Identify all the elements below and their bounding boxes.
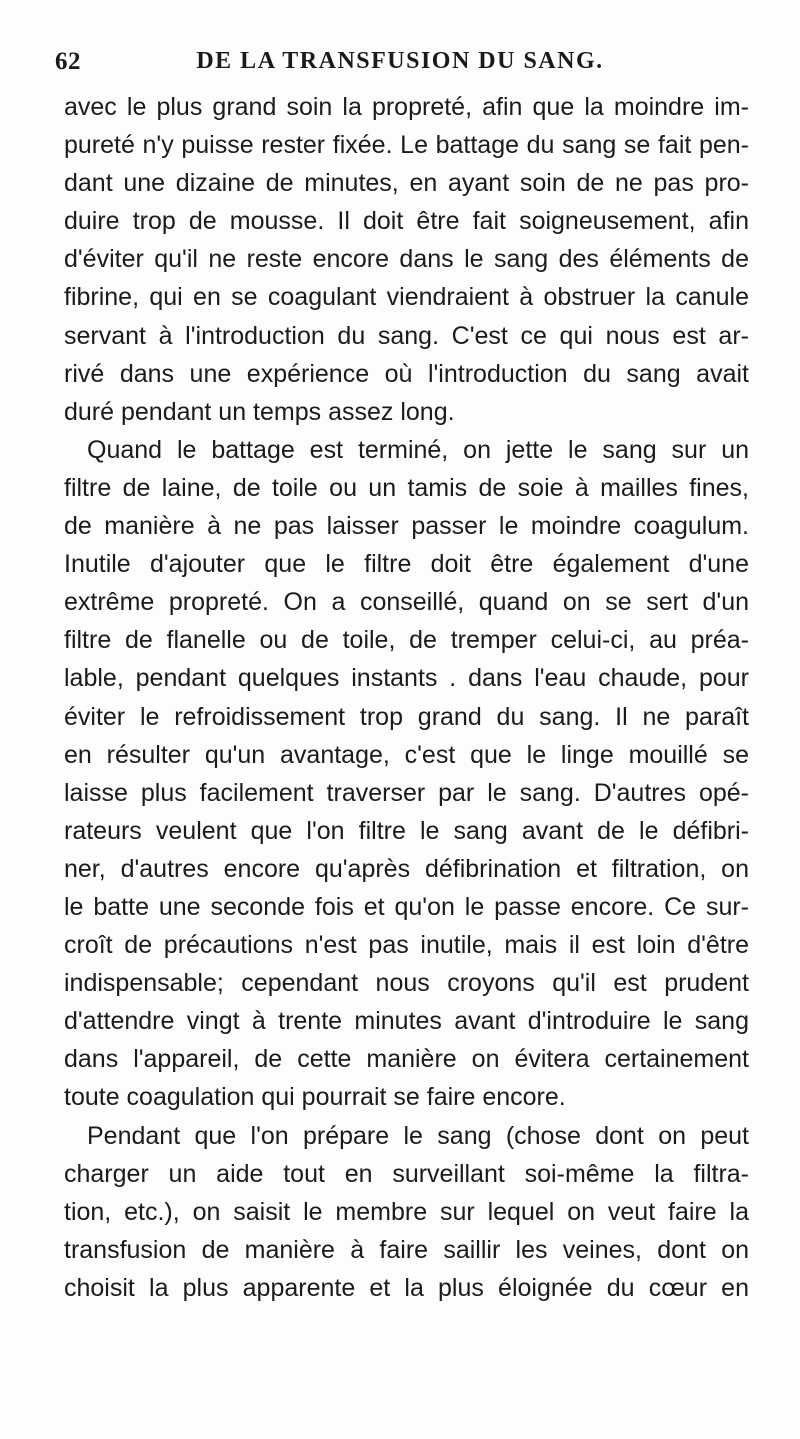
running-head: DE LA TRANSFUSION DU SANG.: [196, 48, 604, 74]
page-number: 62: [55, 48, 81, 75]
text-line: lable, pendant quelques instants . dans l'eau chaude, pour: [64, 664, 749, 693]
text-line: fibrine, qui en se coagulant viendraient à obstruer la canule: [64, 283, 749, 312]
text-line: indispensable; cependant nous croyons qu'il est prudent: [64, 969, 749, 998]
page-header: [55, 48, 745, 88]
text-line: croît de précautions n'est pas inutile, mais il est loin d'être: [64, 931, 749, 960]
paragraph: [64, 88, 749, 431]
text-line: charger un aide tout en surveillant soi-même la filtra-: [64, 1159, 749, 1188]
text-line: de manière à ne pas laisser passer le moindre coagulum.: [64, 512, 749, 541]
text-line: dant une dizaine de minutes, en ayant soin de ne pas pro-: [64, 169, 749, 198]
text-line: éviter le refroidissement trop grand du sang. Il ne paraît: [64, 702, 749, 731]
text-line: filtre de laine, de toile ou un tamis de soie à mailles fines,: [64, 473, 749, 502]
text-line: le batte une seconde fois et qu'on le passe encore. Ce sur-: [64, 892, 749, 921]
body-text: [64, 88, 749, 1307]
text-line: duré pendant un temps assez long.: [64, 397, 455, 426]
text-line: tion, etc.), on saisit le membre sur lequel on veut faire la: [64, 1197, 749, 1226]
text-line: extrême propreté. On a conseillé, quand on se sert d'un: [64, 588, 749, 617]
text-line: d'attendre vingt à trente minutes avant d'introduire le sang: [64, 1007, 749, 1036]
text-line: duire trop de mousse. Il doit être fait soigneusement, afin: [64, 207, 749, 236]
text-line: pureté n'y puisse rester fixée. Le battage du sang se fait pen-: [64, 131, 749, 160]
text-line: laisse plus facilement traverser par le sang. D'autres opé-: [64, 778, 749, 807]
text-line: Pendant que l'on prépare le sang (chose dont on peut: [87, 1121, 749, 1150]
text-line: en résulter qu'un avantage, c'est que le linge mouillé se: [64, 740, 749, 769]
text-line: d'éviter qu'il ne reste encore dans le sang des éléments de: [64, 245, 749, 274]
paragraph: [64, 1117, 749, 1307]
text-line: Quand le battage est terminé, on jette le sang sur un: [87, 435, 749, 464]
text-line: choisit la plus apparente et la plus éloignée du cœur en: [64, 1273, 749, 1302]
text-line: toute coagulation qui pourrait se faire encore.: [64, 1083, 566, 1112]
paragraph: [64, 431, 749, 1117]
text-line: rivé dans une expérience où l'introduction du sang avait: [64, 359, 749, 388]
text-line: transfusion de manière à faire saillir les veines, dont on: [64, 1235, 749, 1264]
text-line: servant à l'introduction du sang. C'est ce qui nous est ar-: [64, 321, 749, 350]
text-line: Inutile d'ajouter que le filtre doit être également d'une: [64, 550, 749, 579]
text-line: dans l'appareil, de cette manière on évitera certainement: [64, 1045, 749, 1074]
text-line: filtre de flanelle ou de toile, de tremper celui-ci, au préa-: [64, 626, 749, 655]
text-line: ner, d'autres encore qu'après défibrination et filtration, on: [64, 854, 749, 883]
text-line: rateurs veulent que l'on filtre le sang avant de le défibri-: [64, 816, 749, 845]
text-line: avec le plus grand soin la propreté, afin que la moindre im-: [64, 93, 749, 121]
